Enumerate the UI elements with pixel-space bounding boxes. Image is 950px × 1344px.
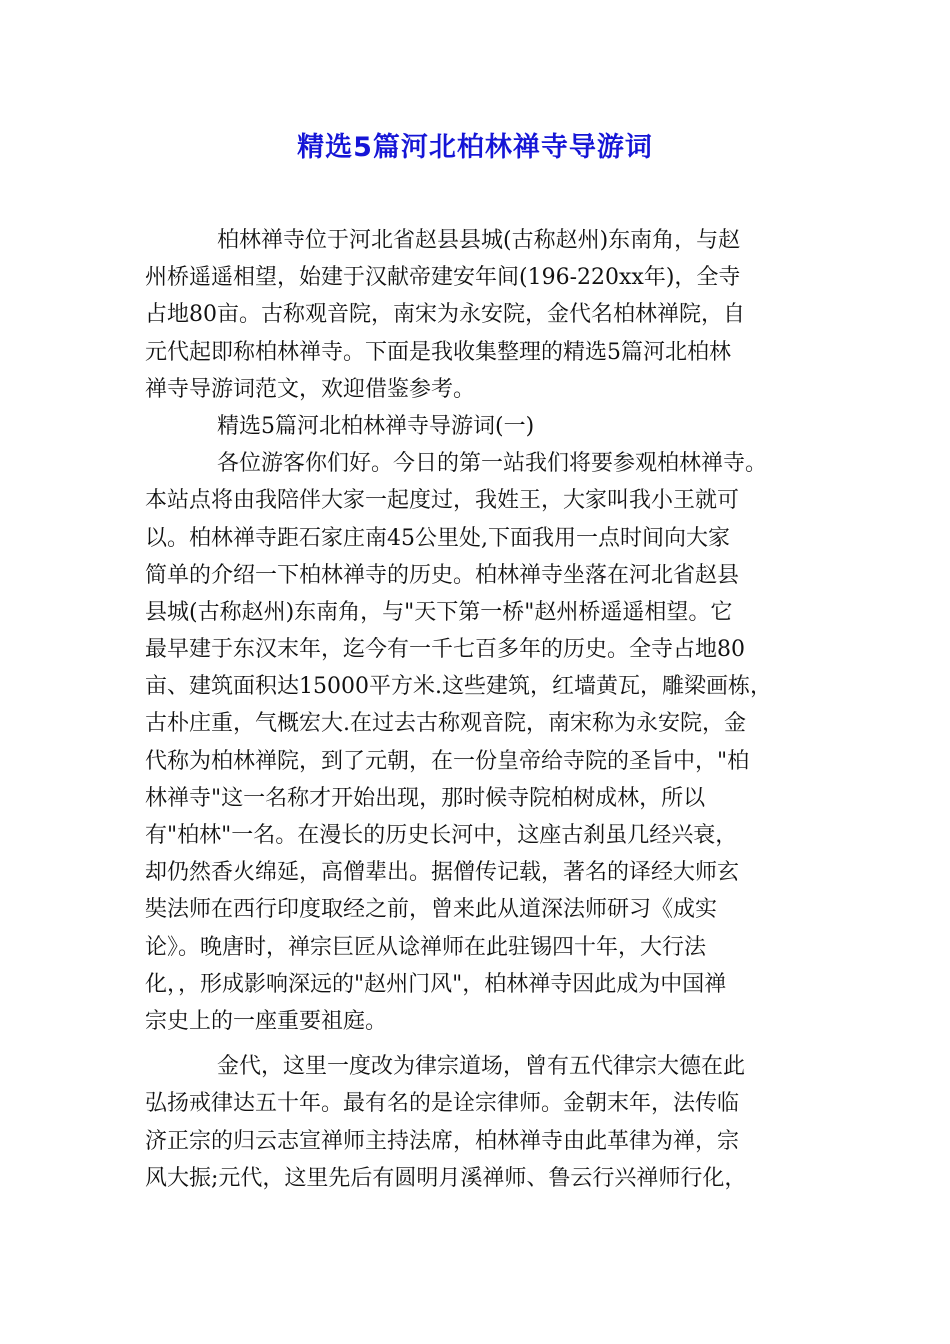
- document-title: 精选5篇河北柏林禅寺导游词: [297, 132, 653, 163]
- text-line: 柏林禅寺位于河北省赵县县城(古称赵州)东南角，与赵: [217, 228, 741, 253]
- text-line: 最早建于东汉末年，迄今有一千七百多年的历史。全寺占地80: [145, 637, 745, 663]
- text-line: 占地80亩。古称观音院，南宋为永安院，金代名柏林禅院，自: [145, 302, 745, 328]
- text-line: 本站点将由我陪伴大家一起度过，我姓王，大家叫我小王就可: [145, 488, 740, 514]
- text-line: 简单的介绍一下柏林禅寺的历史。柏林禅寺坐落在河北省赵县: [145, 562, 740, 588]
- document-body: [145, 222, 810, 1197]
- text-line: 县城(古称赵州)东南角，与"天下第一桥"赵州桥遥遥相望。它: [145, 599, 733, 625]
- text-line: 有"柏林"一名。在漫长的历史长河中，这座古刹虽几经兴衰，: [145, 823, 738, 848]
- text-line: 各位游客你们好。今日的第一站我们将要参观柏林禅寺。: [217, 451, 768, 477]
- text-line: 宗史上的一座重要祖庭。: [145, 1008, 388, 1034]
- paragraph-gap: [145, 1040, 810, 1048]
- text-line: 州桥遥遥相望，始建于汉献帝建安年间(196-220xx年)，全寺: [145, 265, 741, 291]
- text-line: 古朴庄重，气概宏大.在过去古称观音院，南宋称为永安院，金: [145, 711, 746, 737]
- section-heading: 精选5篇河北柏林禅寺导游词(一): [217, 413, 535, 439]
- text-line: 论》。晚唐时，禅宗巨匠从谂禅师在此驻锡四十年，大行法: [145, 934, 707, 960]
- text-line: 济正宗的归云志宣禅师主持法席，柏林禅寺由此革律为禅，宗: [145, 1128, 740, 1154]
- text-line: 化，，形成影响深远的"赵州门风"，柏林禅寺因此成为中国禅: [145, 971, 727, 997]
- text-line: 亩、建筑面积达15000平方米.这些建筑，红墙黄瓦，雕梁画栋，: [145, 674, 772, 700]
- text-line: 风大振;元代，这里先后有圆明月溪禅师、鲁云行兴禅师行化，: [145, 1165, 747, 1191]
- text-line: 奘法师在西行印度取经之前，曾来此从道深法师研习《成实: [145, 897, 718, 923]
- text-line: 以。柏林禅寺距石家庄南45公里处,下面我用一点时间向大家: [145, 525, 730, 551]
- text-line: 弘扬戒律达五十年。最有名的是诠宗律师。金朝末年，法传临: [145, 1091, 740, 1117]
- text-line: 元代起即称柏林禅寺。下面是我收集整理的精选5篇河北柏林: [145, 339, 731, 365]
- text-line: 却仍然香火绵延，高僧辈出。据僧传记载，著名的译经大师玄: [145, 860, 740, 886]
- text-line: 禅寺导游词范文，欢迎借鉴参考。: [145, 376, 476, 402]
- text-line: 代称为柏林禅院，到了元朝，在一份皇帝给寺院的圣旨中，"柏: [145, 748, 750, 774]
- text-line: 林禅寺"这一名称才开始出现，那时候寺院柏树成林，所以: [145, 785, 706, 811]
- text-line: 金代，这里一度改为律宗道场，曾有五代律宗大德在此: [217, 1054, 746, 1080]
